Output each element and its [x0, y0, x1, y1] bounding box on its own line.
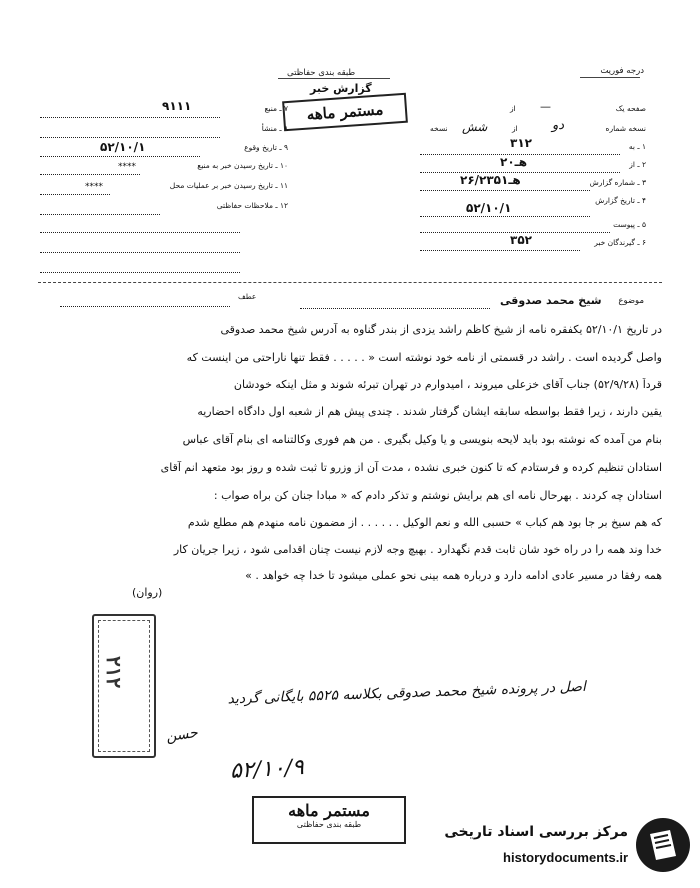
report-date-value: ۵۲/۱۰/۱: [466, 201, 512, 215]
report-date-label: ۴ ـ تاریخ گزارش: [595, 196, 646, 205]
report-title: گزارش خبر: [310, 82, 372, 95]
report-number-label: ۳ ـ شماره گزارش: [589, 178, 646, 187]
arrival-source-label: ۱۰ ـ تاریخ رسیدن خبر به منبع: [197, 161, 288, 170]
divider: [580, 77, 640, 78]
arrival-ops-value: ****: [85, 182, 103, 192]
field-dots: [40, 174, 140, 175]
report-stamp: مستمر ماهه: [282, 93, 408, 132]
urgency-label: درجه فوریت: [600, 66, 644, 76]
side-stamp-number: ۲۱۲: [102, 656, 126, 689]
report-number-value: ۲۶/۲۳۵۱هـ: [460, 173, 521, 187]
watermark: [444, 810, 694, 882]
side-stamp-box: [92, 614, 156, 758]
body-line-3: قرداً (۵۲/۹/۲۸) جناب آقای خزعلی میروند ، امیدوارم در تهران تبرئه شوند و مثل اینکه خودشان: [233, 378, 662, 391]
subject-value: شیخ محمد صدوقی: [500, 294, 602, 307]
field-dots: [60, 306, 230, 307]
handwritten-initial: حسن: [165, 724, 199, 746]
field-dots: [40, 137, 220, 138]
field-dots: [40, 272, 240, 273]
copy-value: دو: [552, 118, 565, 133]
field-dots: [300, 308, 490, 309]
occurrence-date-value: ۵۲/۱۰/۱: [100, 140, 146, 154]
document-archive-icon: [634, 816, 692, 874]
bottom-stamp-sub: طبقه بندی حفاظتی: [296, 820, 362, 829]
occurrence-date-label: ۹ ـ تاریخ وقوع: [244, 143, 288, 152]
attachment-label: ۵ ـ پیوست: [613, 220, 646, 229]
copy-label: نسخه شماره: [605, 124, 646, 133]
body-line-1: در تاریخ ۵۲/۱۰/۱ یکفقره نامه از شیخ کاظم راشد یزدی از بندر گناوه به آدرس شیخ محمد صدوقی: [220, 323, 662, 336]
body-line-5: بنام من آمده که نوشته بود باید لایحه بنویسی و یا وکیل بگیری . من هم فوری وکالتنامه ای بنام آقای عباس: [182, 433, 662, 446]
body-line-9: خدا وند همه را در راه خود شان ثابت قدم نگهدارد . بهیچ وجه لازم نیست چنان اقدامی شود ، زیرا جریان کار: [173, 543, 662, 556]
page-of: از: [510, 104, 516, 113]
bottom-stamp-title: مستمر ماهه: [288, 801, 370, 820]
watermark-org: مرکز بررسی اسناد تاریخی: [444, 824, 628, 840]
recipient-label: ۱ ـ به: [628, 142, 646, 151]
copy-total: شش: [462, 120, 488, 134]
ref-label: عطف: [238, 292, 257, 301]
subject-label: موضوع: [618, 296, 644, 306]
sender-label: ۲ ـ از: [629, 160, 646, 169]
receivers-value: ۳۵۲: [510, 233, 532, 247]
body-line-2: واصل گردیده است . راشد در قسمتی از نامه خود نوشته است « . . . . . فقط تنها ناراحتی من اینست که: [186, 351, 662, 364]
body-line-4: یقین دارند ، زیرا فقط بواسطه سابقه ایشان گرفتار شدند . چندی پیش هم از شعبه اول دادگاه احضاریه: [197, 405, 662, 418]
bottom-stamp: [252, 796, 406, 844]
field-dots: [40, 214, 160, 215]
classification-label: طبقه بندی حفاظتی: [287, 68, 356, 78]
origin-label: ۸ ـ منشأ: [261, 124, 288, 133]
body-line-6: استادان تنظیم کرده و فرستادم که تا کنون خبری نشده ، مدت آن از وزرو تا ثبت شده و روز بود متعهد انم آقای: [160, 461, 662, 474]
arrival-source-value: ****: [118, 162, 136, 172]
body-line-7: استادان چه کردند . بهرحال نامه ای هم برایش نوشتم و تذکر دادم که « مبادا جنان کن براه صواب :: [213, 489, 662, 502]
field-dots: [40, 252, 240, 253]
security-notes-label: ۱۲ ـ ملاحظات حفاظتی: [216, 201, 288, 210]
field-dots: [40, 156, 200, 157]
signature: (روان): [132, 586, 163, 599]
field-dots: [420, 216, 590, 217]
handwritten-archive-note: اصل در پرونده شیخ محمد صدوقی بکلاسه ۵۵۲۵ بایگانی گردید: [227, 678, 587, 708]
section-divider: [38, 282, 662, 283]
watermark-url: historydocuments.ir: [503, 850, 628, 865]
field-dots: [420, 250, 580, 251]
arrival-ops-label: ۱۱ ـ تاریخ رسیدن خبر بر عملیات محل: [169, 181, 288, 190]
body-line-8: که هم سیخ بر جا بود هم کباب » حسبی الله و نعم الوکیل . . . . . . از مضمون نامه منهدم هم مطلع شدم: [187, 516, 662, 529]
divider: [278, 78, 390, 79]
source-value: ۹۱۱۱: [162, 99, 192, 113]
field-dots: [420, 190, 590, 191]
sender-value: ۲۰هـ: [500, 155, 528, 169]
copy-suffix: نسخه: [430, 124, 448, 133]
field-dots: [40, 117, 220, 118]
copy-of: از: [512, 124, 518, 133]
receivers-label: ۶ ـ گیرندگان خبر: [594, 238, 646, 247]
recipient-value: ۳۱۲: [510, 136, 532, 150]
field-dots: [40, 194, 110, 195]
body-line-10: همه رفقا در مسیر عادی ادامه دارد و درباره همه بینی نحو عملی میشود تا خدا چه خواهد . »: [245, 569, 662, 582]
field-dots: [40, 232, 240, 233]
page-total: —: [540, 100, 551, 113]
handwritten-date: ۵۲/۱۰/۹: [229, 755, 305, 784]
page-label: صفحه یک: [615, 104, 646, 113]
source-label: ۷ ـ منبع: [264, 104, 288, 113]
